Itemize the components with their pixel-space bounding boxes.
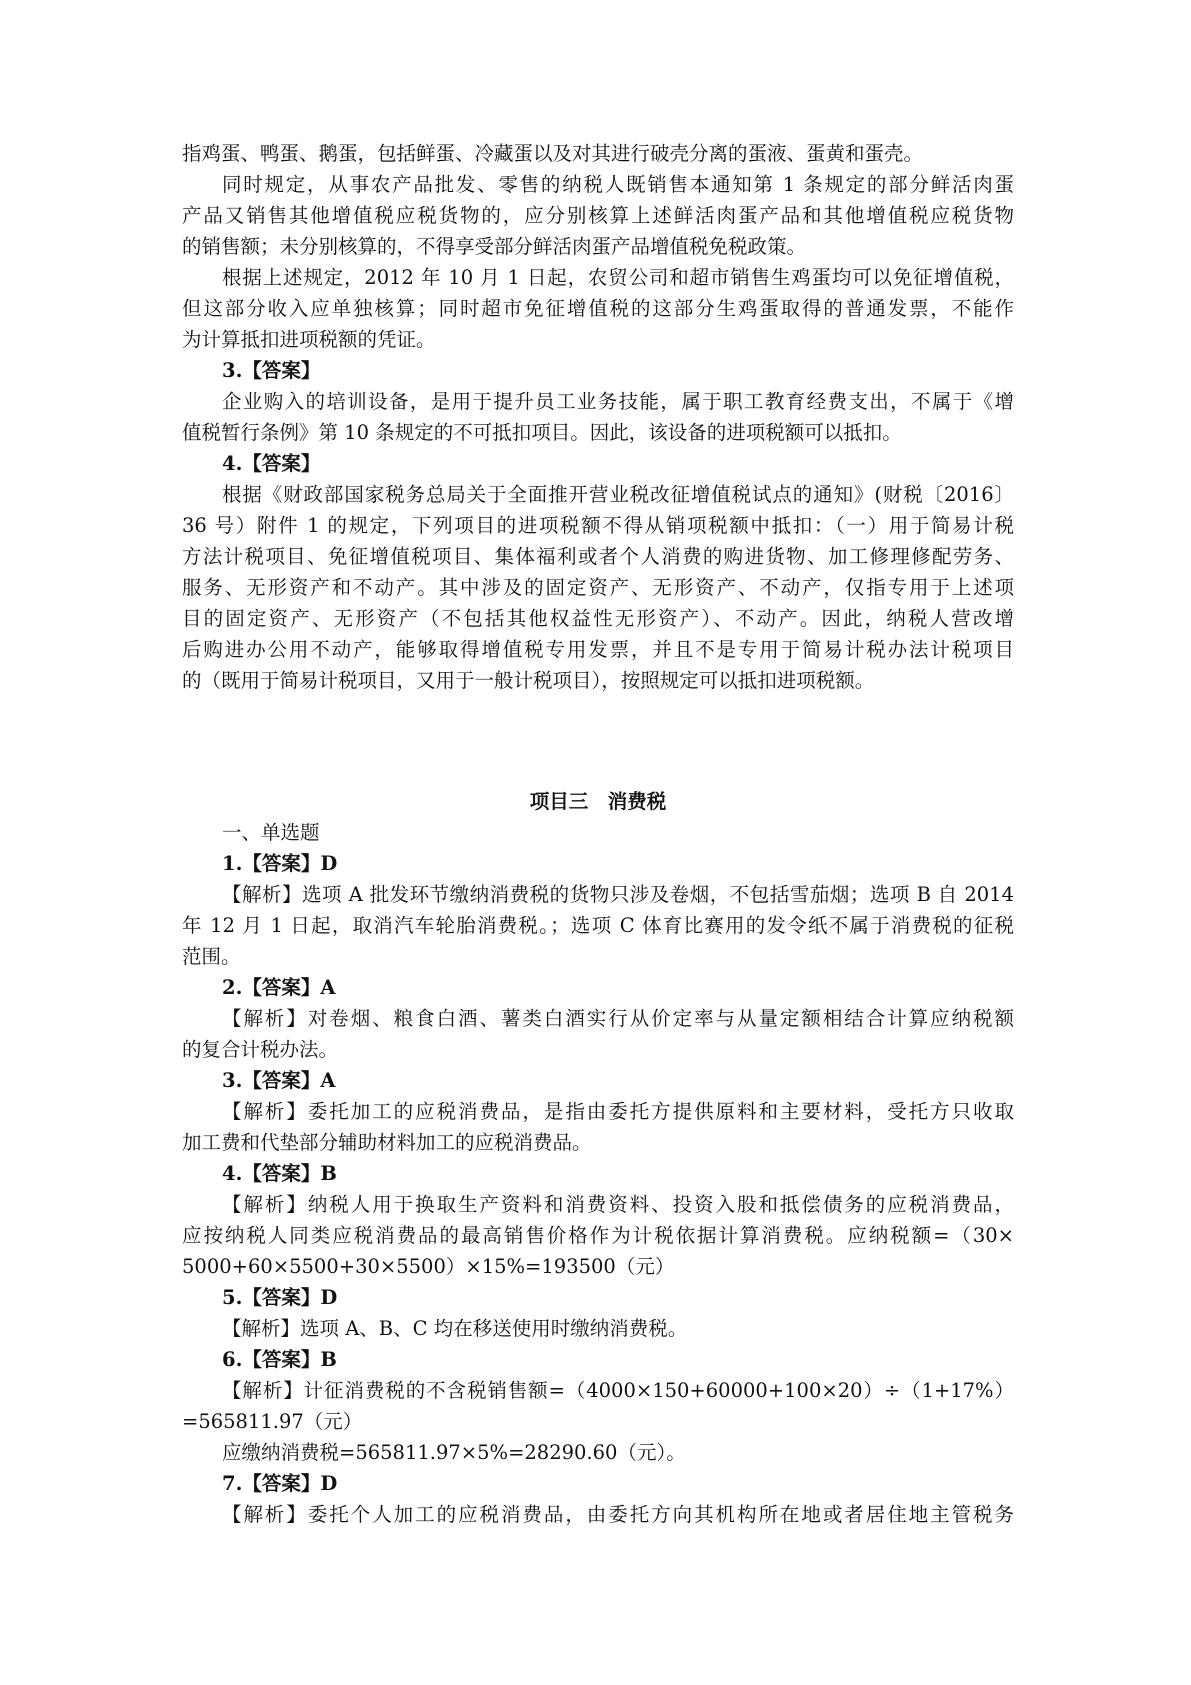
paragraph-line: 根据上述规定，2012 年 10 月 1 日起，农贸公司和超市销售生鸡蛋均可以免征增值税， — [222, 266, 1014, 289]
paragraph-line: 目的固定资产、无形资产（不包括其他权益性无形资产）、不动产。因此，纳税人营改增 — [182, 607, 1014, 630]
paragraph-line: 后购进办公用不动产，能够取得增值税专用发票，并且不是专用于简易计税办法计税项目 — [182, 638, 1014, 661]
answer-heading: 5.【答案】D — [222, 1286, 338, 1309]
paragraph-line: 服务、无形资产和不动产。其中涉及的固定资产、无形资产、不动产，仅指专用于上述项 — [182, 576, 1014, 599]
explanation-line: 【解析】计征消费税的不含税销售额=（4000×150+60000+100×20）÷（1+17%） — [222, 1379, 1014, 1402]
document-body — [182, 138, 1014, 1530]
answer-heading: 4.【答案】 — [222, 452, 321, 475]
explanation-line: 【解析】委托个人加工的应税消费品，由委托方向其机构所在地或者居住地主管税务 — [222, 1503, 1014, 1526]
explanation-line: 【解析】选项 A、B、C 均在移送使用时缴纳消费税。 — [222, 1317, 688, 1340]
explanation-line: 【解析】委托加工的应税消费品，是指由委托方提供原料和主要材料，受托方只收取 — [222, 1100, 1014, 1123]
answer-heading: 3.【答案】 — [222, 359, 321, 382]
explanation-line: 年 12 月 1 日起，取消汽车轮胎消费税。；选项 C 体育比赛用的发令纸不属于消费税的征税 — [182, 914, 1014, 937]
paragraph-line: 方法计税项目、免征增值税项目、集体福利或者个人消费的购进货物、加工修理修配劳务、 — [182, 545, 1014, 568]
paragraph-line: 指鸡蛋、鸭蛋、鹅蛋，包括鲜蛋、冷藏蛋以及对其进行破壳分离的蛋液、蛋黄和蛋壳。 — [182, 142, 924, 165]
answer-heading: 6.【答案】B — [222, 1348, 337, 1371]
answer-heading: 1.【答案】D — [222, 852, 338, 875]
paragraph-line: 为计算抵扣进项税额的凭证。 — [182, 328, 436, 351]
explanation-line: 应按纳税人同类应税消费品的最高销售价格作为计税依据计算消费税。应纳税额=（30× — [182, 1224, 1014, 1247]
section-title: 项目三 消费税 — [529, 790, 667, 813]
explanation-line: =565811.97（元） — [182, 1410, 363, 1433]
subsection-title: 一、单选题 — [222, 821, 320, 844]
explanation-line: 范围。 — [182, 945, 241, 968]
answer-heading: 3.【答案】A — [222, 1069, 336, 1092]
paragraph-line: 企业购入的培训设备，是用于提升员工业务技能，属于职工教育经费支出，不属于《增 — [222, 390, 1014, 413]
explanation-line: 5000+60×5500+30×5500）×15%=193500（元） — [182, 1255, 675, 1278]
explanation-line: 【解析】纳税人用于换取生产资料和消费资料、投资入股和抵偿债务的应税消费品， — [222, 1193, 1014, 1216]
paragraph-line: 值税暂行条例》第 10 条规定的不可抵扣项目。因此，该设备的进项税额可以抵扣。 — [182, 421, 902, 444]
explanation-line: 的复合计税办法。 — [182, 1038, 339, 1061]
explanation-line: 加工费和代垫部分辅助材料加工的应税消费品。 — [182, 1131, 592, 1154]
paragraph-line: 36 号）附件 1 的规定，下列项目的进项税额不得从销项税额中抵扣：（一）用于简易计税 — [182, 514, 1014, 537]
answer-heading: 4.【答案】B — [222, 1162, 337, 1185]
paragraph-line: 同时规定，从事农产品批发、零售的纳税人既销售本通知第 1 条规定的部分鲜活肉蛋 — [222, 173, 1014, 196]
paragraph-line: 的（既用于简易计税项目，又用于一般计税项目），按照规定可以抵扣进项税额。 — [182, 669, 875, 692]
section-spacer — [182, 696, 1014, 786]
paragraph-line: 但这部分收入应单独核算；同时超市免征增值税的这部分生鸡蛋取得的普通发票，不能作 — [182, 297, 1014, 320]
explanation-line: 应缴纳消费税=565811.97×5%=28290.60（元）。 — [222, 1441, 686, 1464]
answer-heading: 7.【答案】D — [222, 1472, 338, 1495]
paragraph-line: 的销售额；未分别核算的，不得享受部分鲜活肉蛋产品增值税免税政策。 — [182, 235, 807, 258]
explanation-line: 【解析】对卷烟、粮食白酒、薯类白酒实行从价定率与从量定额相结合计算应纳税额 — [222, 1007, 1014, 1030]
explanation-line: 【解析】选项 A 批发环节缴纳消费税的货物只涉及卷烟，不包括雪茄烟；选项 B 自 2014 — [222, 883, 1014, 906]
answer-heading: 2.【答案】A — [222, 976, 336, 999]
paragraph-line: 根据《财政部国家税务总局关于全面推开营业税改征增值税试点的通知》(财税〔2016〕 — [222, 483, 1014, 506]
paragraph-line: 产品又销售其他增值税应税货物的，应分别核算上述鲜活肉蛋产品和其他增值税应税货物 — [182, 204, 1014, 227]
